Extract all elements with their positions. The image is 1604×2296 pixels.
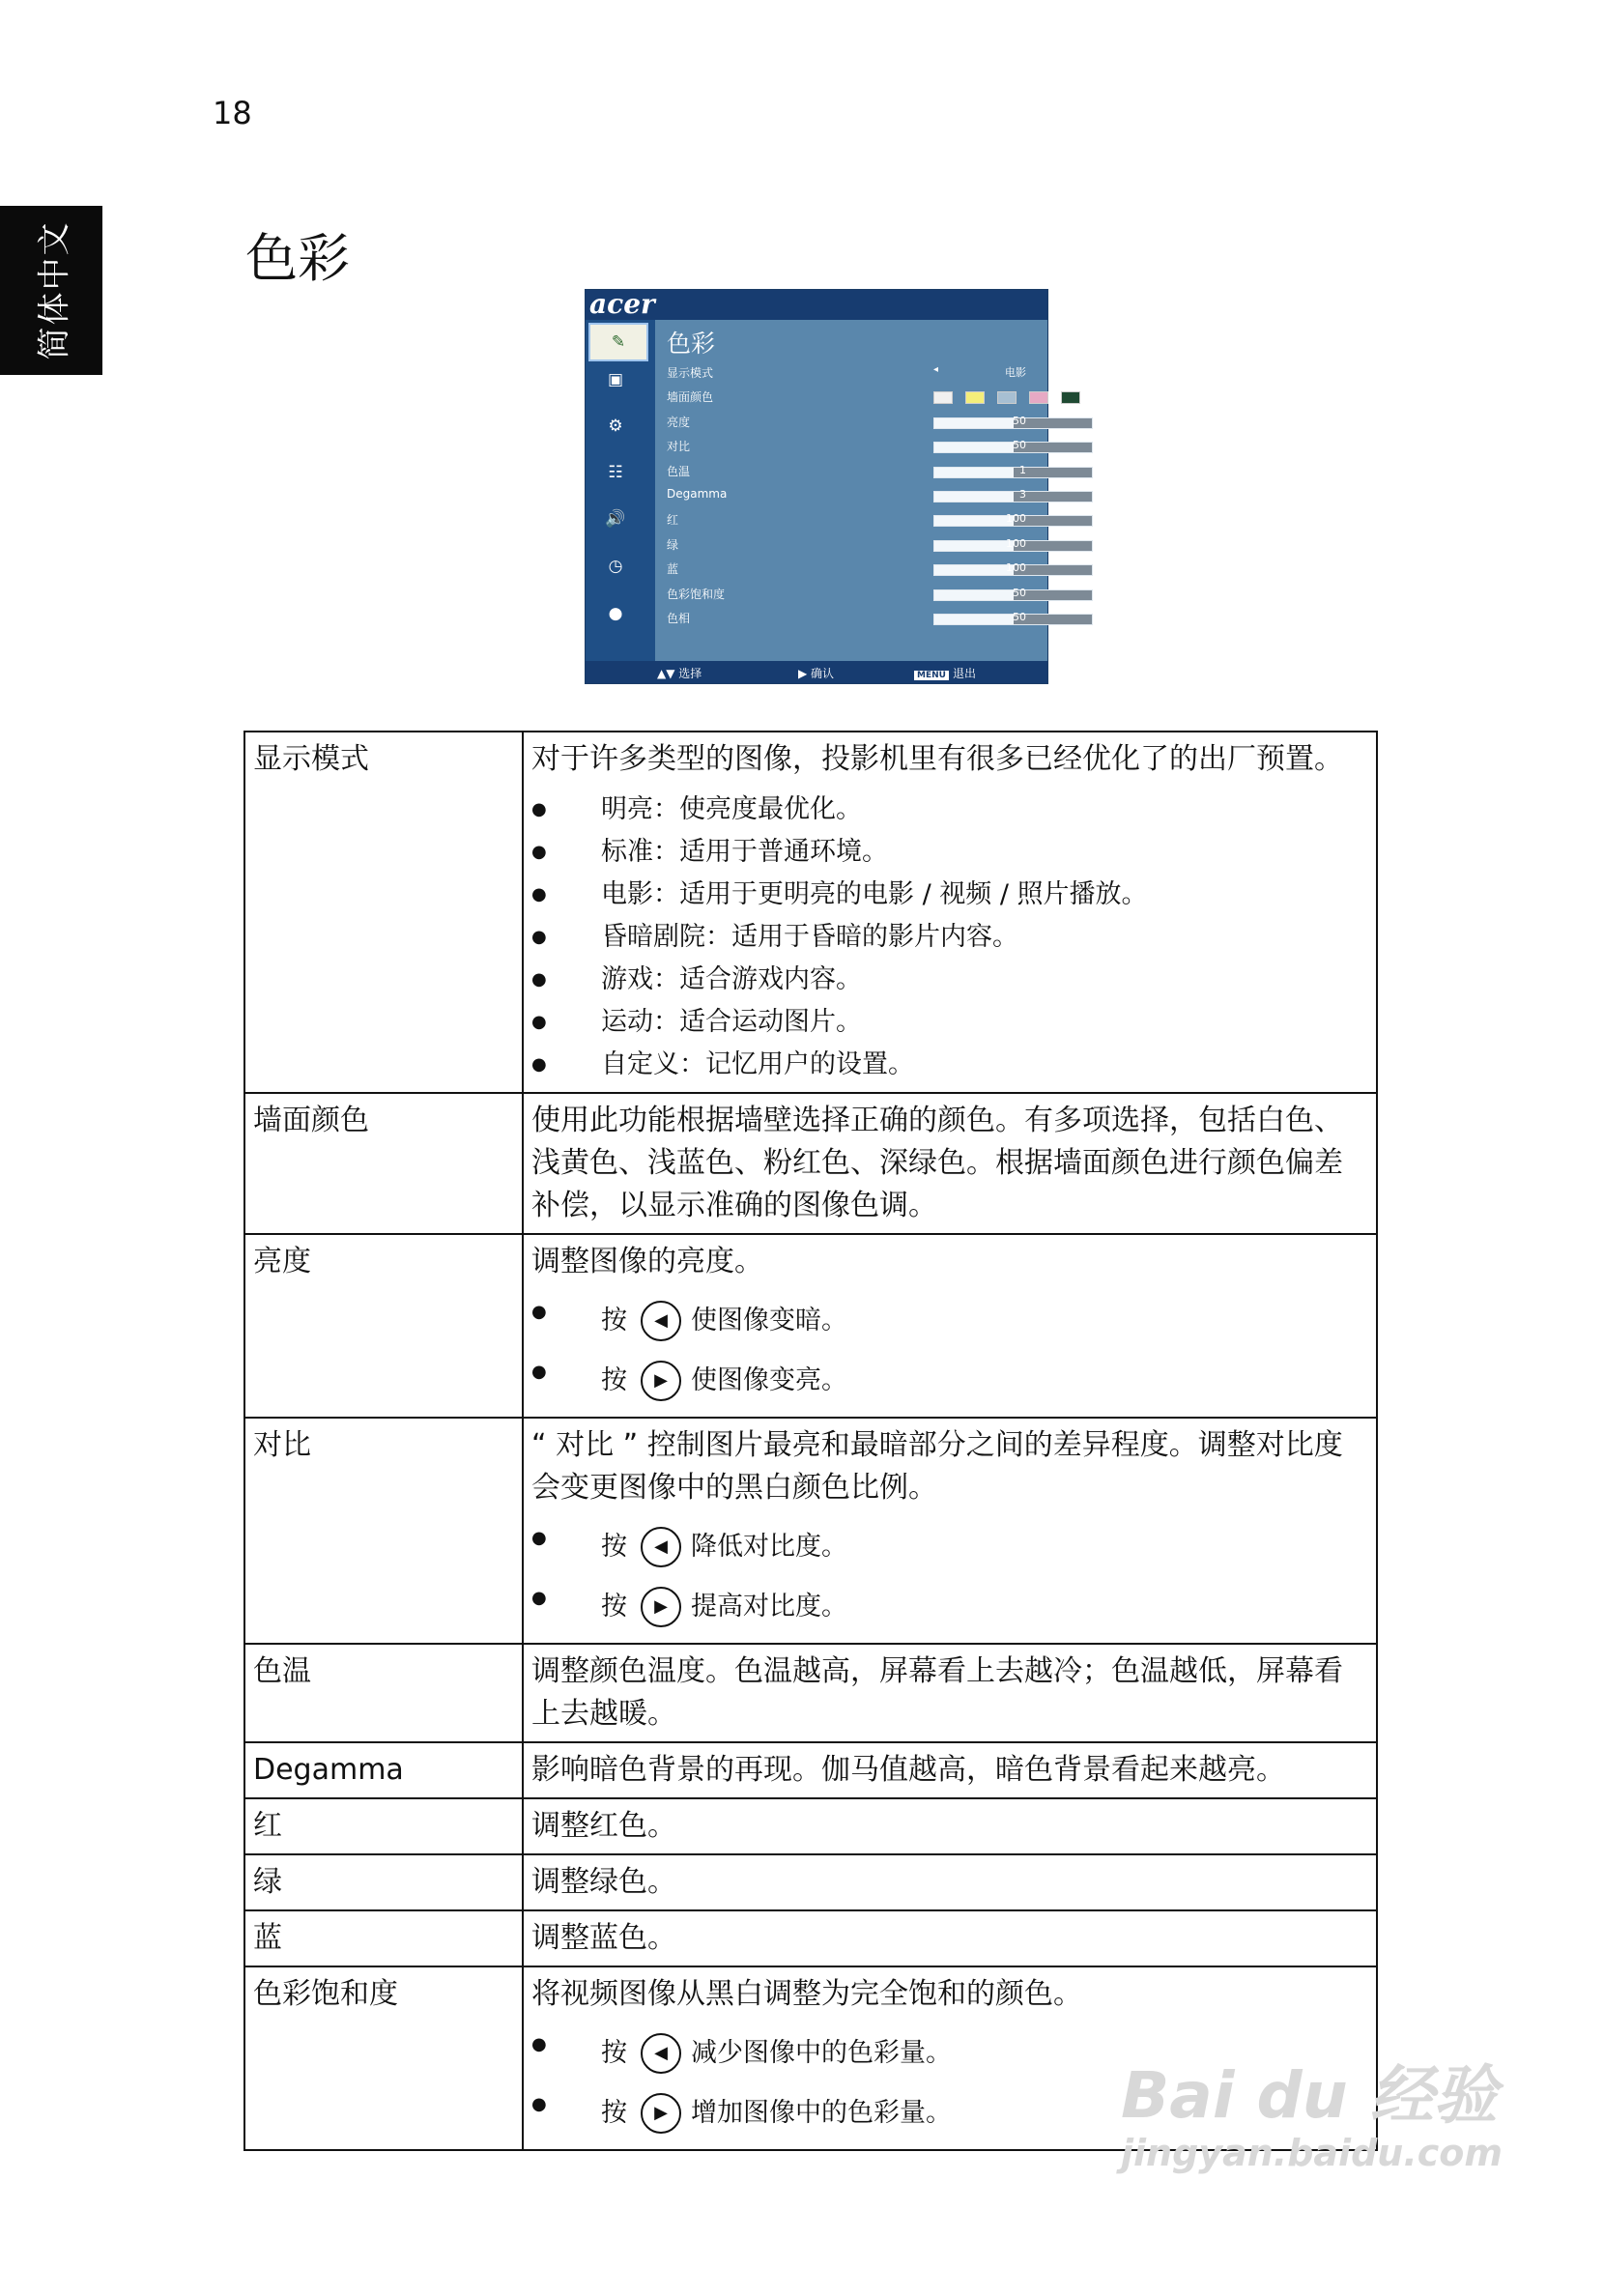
list-item bbox=[531, 1577, 1368, 1637]
button-list bbox=[531, 1517, 1368, 1637]
color-palette-icon[interactable]: ✎ bbox=[588, 323, 648, 361]
button-effect: 提高对比度。 bbox=[691, 1592, 847, 1622]
setting-name: 蓝 bbox=[244, 1910, 523, 1966]
setting-description: 影响暗色背景的再现。伽马值越高，暗色背景看起来越亮。 bbox=[523, 1742, 1377, 1798]
list-item: ● 昏暗剧院：适用于昏暗的影片内容。 bbox=[531, 916, 1368, 959]
osd-title: 色彩 bbox=[667, 330, 716, 358]
table-row bbox=[244, 1644, 1377, 1742]
list-item: ● 标准：适用于普通环境。 bbox=[531, 831, 1368, 874]
section-title: 色彩 bbox=[245, 228, 350, 289]
osd-row[interactable] bbox=[667, 610, 1044, 627]
watermark-sub: jingyan.baidu.com bbox=[1121, 2132, 1503, 2174]
setting-name: 对比 bbox=[244, 1418, 523, 1644]
settings-description-table bbox=[243, 731, 1378, 2151]
osd-row[interactable] bbox=[667, 511, 1044, 529]
hint-confirm-label: 确认 bbox=[811, 667, 835, 680]
left-arrow-button-icon: ◀ bbox=[641, 2033, 681, 2074]
press-label: ● 按 bbox=[601, 2098, 627, 2128]
list-item bbox=[531, 1351, 1368, 1411]
wall-color-swatch[interactable] bbox=[933, 391, 953, 404]
list-item: ● 自定义：记忆用户的设置。 bbox=[531, 1044, 1368, 1086]
osd-screenshot bbox=[585, 288, 1090, 684]
osd-slider-value: 1 bbox=[1019, 463, 1026, 476]
setting-description bbox=[523, 732, 1377, 1093]
list-item: ● 运动：适合运动图片。 bbox=[531, 1001, 1368, 1044]
press-label: ● 按 bbox=[601, 1532, 627, 1562]
setting-name: 色温 bbox=[244, 1644, 523, 1742]
press-label: ● 按 bbox=[601, 2038, 627, 2068]
right-arrow-button-icon: ▶ bbox=[641, 1361, 681, 1401]
press-label: ● 按 bbox=[601, 1592, 627, 1622]
osd-row-label: 色相 bbox=[667, 612, 691, 625]
osd-footer bbox=[586, 661, 1047, 683]
button-effect: 使图像变暗。 bbox=[691, 1306, 847, 1335]
osd-row[interactable] bbox=[667, 463, 1044, 480]
description-text: 对于许多类型的图像，投影机里有很多已经优化了的出厂预置。 bbox=[531, 742, 1343, 776]
select-prev-icon[interactable]: ◂ bbox=[933, 364, 939, 375]
button-list bbox=[531, 1291, 1368, 1411]
management-icon[interactable]: ☷ bbox=[608, 463, 623, 482]
acer-logo: acer bbox=[589, 288, 655, 320]
watermark-main: Bai du 经验 bbox=[1121, 2058, 1498, 2133]
list-item: ● 明亮：使亮度最优化。 bbox=[531, 789, 1368, 831]
setting-name: 色彩饱和度 bbox=[244, 1966, 523, 2150]
osd-hint-exit bbox=[914, 665, 976, 681]
osd-row[interactable] bbox=[667, 438, 1044, 455]
osd-row-label: 色温 bbox=[667, 464, 691, 478]
osd-hint-select: ▲▼ 选择 bbox=[657, 667, 702, 680]
osd-slider-value: 50 bbox=[1013, 586, 1026, 599]
osd-select-value: 电影 bbox=[1005, 366, 1026, 379]
wall-color-swatch[interactable] bbox=[1029, 391, 1048, 404]
baidu-watermark bbox=[1121, 2044, 1503, 2174]
osd-slider-value: 3 bbox=[1019, 488, 1026, 501]
osd-row-label: 墙面颜色 bbox=[667, 390, 714, 405]
image-icon[interactable]: ▣ bbox=[607, 370, 624, 389]
button-effect: 降低对比度。 bbox=[691, 1532, 847, 1562]
table-row bbox=[244, 1798, 1377, 1854]
list-item bbox=[531, 1517, 1368, 1577]
language-icon[interactable]: ● bbox=[608, 604, 623, 623]
table-row bbox=[244, 1854, 1377, 1910]
right-arrow-button-icon: ▶ bbox=[641, 2093, 681, 2134]
table-row bbox=[244, 1910, 1377, 1966]
audio-icon[interactable]: 🔊 bbox=[605, 509, 626, 529]
list-item bbox=[531, 1291, 1368, 1351]
osd-row-label: 对比 bbox=[667, 440, 691, 454]
osd-row-label: 红 bbox=[667, 513, 679, 528]
osd-row[interactable] bbox=[667, 536, 1044, 554]
wall-color-swatch[interactable] bbox=[997, 391, 1017, 404]
table-row bbox=[244, 1093, 1377, 1234]
description-text: 调整图像的亮度。 bbox=[531, 1245, 763, 1278]
setting-description bbox=[523, 1234, 1377, 1418]
description-text: “ 对比 ” 控制图片最亮和最暗部分之间的差异程度。调整对比度会变更图像中的黑白颜色比例。 bbox=[531, 1428, 1343, 1505]
setting-description bbox=[523, 1418, 1377, 1644]
osd-row[interactable] bbox=[667, 414, 1044, 431]
setting-description: 调整颜色温度。色温越高，屏幕看上去越冷；色温越低，屏幕看上去越暖。 bbox=[523, 1644, 1377, 1742]
setting-name: 红 bbox=[244, 1798, 523, 1854]
select-next-icon[interactable]: ▸ bbox=[1084, 364, 1090, 375]
setting-description: 调整绿色。 bbox=[523, 1854, 1377, 1910]
display-mode-list bbox=[531, 789, 1368, 1086]
setting-description: 调整红色。 bbox=[523, 1798, 1377, 1854]
osd-row[interactable] bbox=[667, 487, 1044, 504]
osd-slider-value: 50 bbox=[1013, 439, 1026, 452]
osd-row-label: 蓝 bbox=[667, 562, 679, 577]
osd-slider-value: 100 bbox=[1006, 561, 1026, 575]
table-row bbox=[244, 1418, 1377, 1644]
osd-header bbox=[586, 290, 1047, 320]
button-effect: 使图像变亮。 bbox=[691, 1365, 847, 1395]
button-effect: 减少图像中的色彩量。 bbox=[691, 2038, 952, 2068]
setting-name: Degamma bbox=[244, 1742, 523, 1798]
osd-slider-value: 50 bbox=[1013, 611, 1026, 623]
table-row bbox=[244, 1742, 1377, 1798]
osd-slider-value: 100 bbox=[1006, 512, 1026, 526]
press-label: ● 按 bbox=[601, 1306, 627, 1335]
osd-row-label: 亮度 bbox=[667, 415, 691, 429]
hint-exit-label: 退出 bbox=[952, 667, 976, 680]
table-row bbox=[244, 732, 1377, 1093]
button-effect: 增加图像中的色彩量。 bbox=[691, 2098, 952, 2128]
side-tab-label: 简体中文 bbox=[35, 220, 74, 360]
left-arrow-button-icon: ◀ bbox=[641, 1527, 681, 1567]
osd-row-label: 绿 bbox=[667, 537, 679, 552]
wall-color-swatch[interactable] bbox=[965, 391, 985, 404]
left-arrow-button-icon: ◀ bbox=[641, 1301, 681, 1341]
osd-row[interactable] bbox=[667, 560, 1044, 578]
osd-hint-confirm: ▶ 确认 bbox=[798, 667, 835, 680]
list-item: ● 游戏：适合游戏内容。 bbox=[531, 959, 1368, 1001]
settings-icon[interactable]: ⚙ bbox=[608, 416, 623, 436]
timer-icon[interactable]: ◷ bbox=[608, 557, 623, 576]
osd-slider-value: 50 bbox=[1013, 414, 1026, 427]
osd-row-label: 色彩饱和度 bbox=[667, 587, 726, 601]
language-side-tab bbox=[0, 206, 102, 375]
osd-sidebar bbox=[586, 320, 655, 661]
setting-name: 亮度 bbox=[244, 1234, 523, 1418]
setting-name: 墙面颜色 bbox=[244, 1093, 523, 1234]
description-text: 将视频图像从黑白调整为完全饱和的颜色。 bbox=[531, 1977, 1082, 2011]
setting-name: 绿 bbox=[244, 1854, 523, 1910]
page-number: 18 bbox=[213, 95, 252, 131]
hint-select-label: 选择 bbox=[678, 667, 702, 680]
osd-row[interactable] bbox=[667, 364, 1090, 382]
osd-row-label: Degamma bbox=[667, 487, 728, 501]
wall-color-swatch[interactable] bbox=[1061, 391, 1080, 404]
osd-row[interactable] bbox=[667, 388, 1044, 406]
list-item: ● 电影：适用于更明亮的电影 / 视频 / 照片播放。 bbox=[531, 874, 1368, 916]
setting-description: 调整蓝色。 bbox=[523, 1910, 1377, 1966]
osd-slider-value: 100 bbox=[1006, 536, 1026, 550]
menu-key: MENU bbox=[914, 671, 949, 680]
setting-description: 使用此功能根据墙壁选择正确的颜色。有多项选择，包括白色、浅黄色、浅蓝色、粉红色、深绿色。根据墙面颜色进行颜色偏差补偿，以显示准确的图像色调。 bbox=[523, 1093, 1377, 1234]
press-label: ● 按 bbox=[601, 1365, 627, 1395]
osd-row[interactable] bbox=[667, 586, 1044, 603]
right-arrow-button-icon: ▶ bbox=[641, 1587, 681, 1627]
table-row bbox=[244, 1234, 1377, 1418]
setting-name: 显示模式 bbox=[244, 732, 523, 1093]
osd-row-label: 显示模式 bbox=[667, 366, 714, 380]
